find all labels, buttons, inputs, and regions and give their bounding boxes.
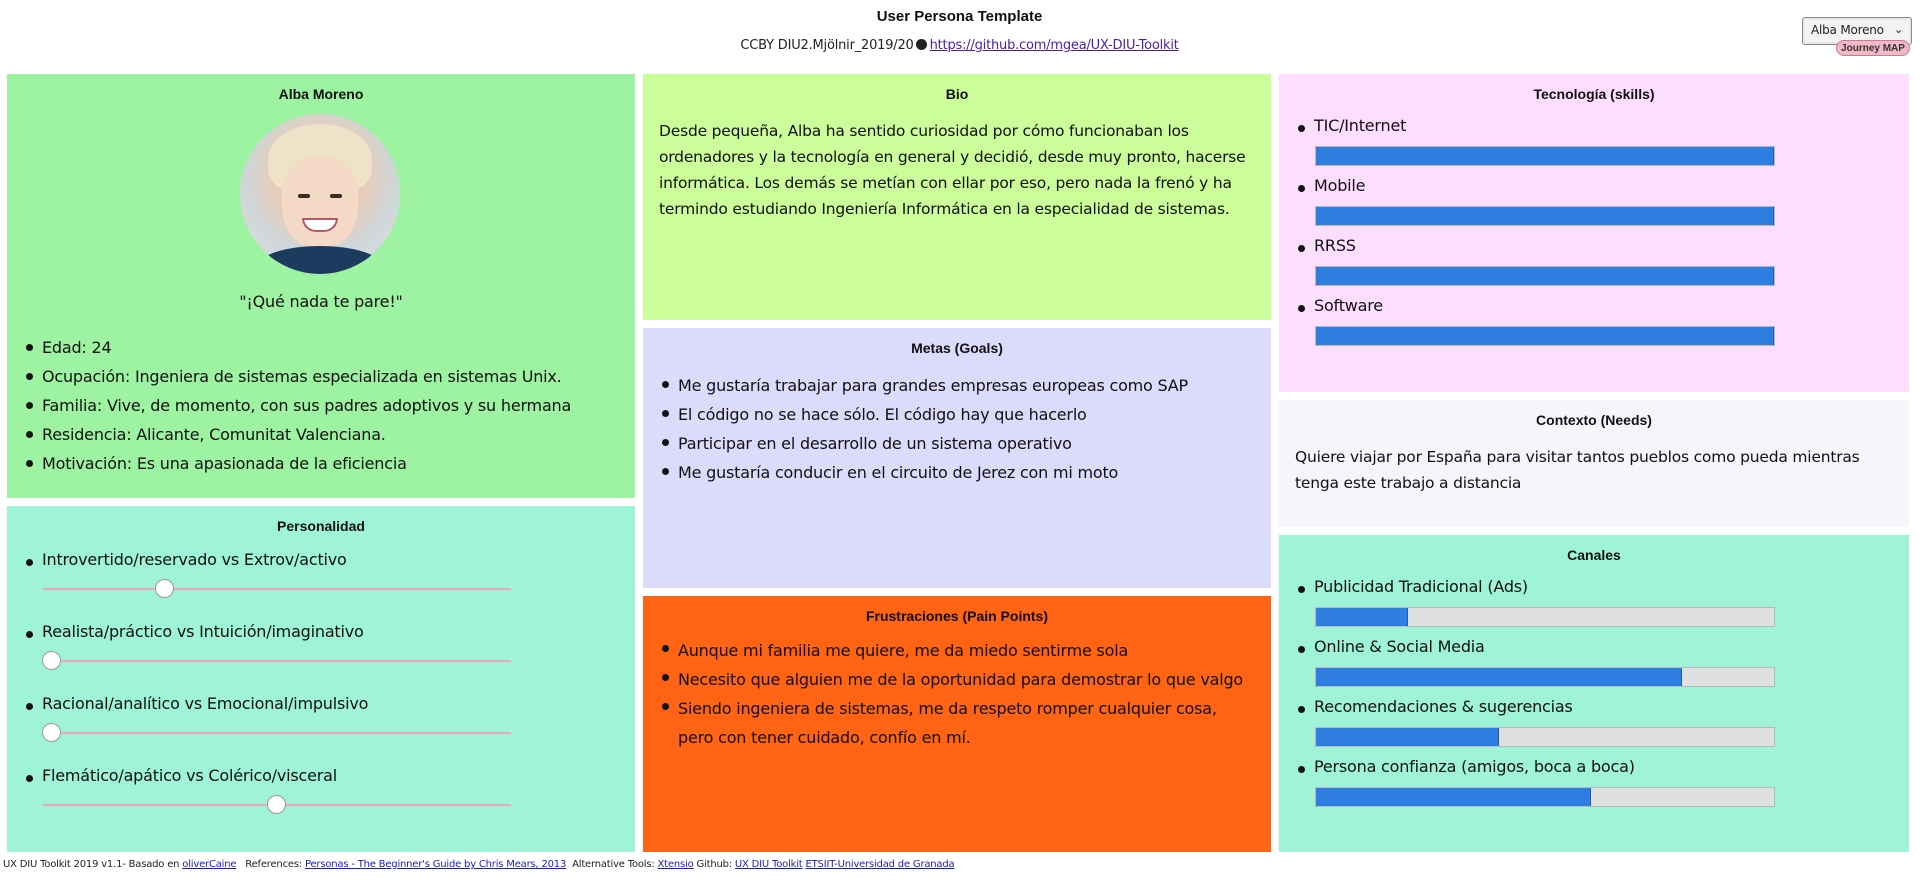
channel-bar-fill: [1316, 728, 1499, 746]
journey-map-button[interactable]: Journey MAP: [1836, 40, 1910, 56]
trait-slider[interactable]: [43, 804, 511, 806]
page-title: User Persona Template: [876, 8, 1043, 25]
personality-trait: [7, 550, 627, 569]
list-item: Me gustaría conducir en el circuito de Jerez con mi moto: [643, 459, 1263, 488]
channel-bar: [1315, 787, 1775, 807]
list-item: Residencia: Alicante, Comunitat Valenciana.: [7, 422, 627, 451]
footer-toolkit: UX DIU Toolkit 2019 v1.1- Basado en: [3, 859, 180, 870]
list-item: Participar en el desarrollo de un sistema operativo: [643, 430, 1263, 459]
footer-based-on-link[interactable]: oliverCaine: [182, 859, 237, 870]
channel-item: [1279, 637, 1899, 656]
trait-label: Flemático/apático vs Colérico/visceral: [7, 766, 627, 785]
channels-title: Canales: [1567, 547, 1621, 563]
needs-title: Contexto (Needs): [1536, 412, 1652, 428]
trait-slider[interactable]: [43, 588, 511, 590]
list-item: Ocupación: Ingeniera de sistemas especializada en sistemas Unix.: [7, 364, 627, 393]
channel-bar-fill: [1316, 668, 1682, 686]
skill-item: [1279, 176, 1899, 195]
slider-thumb[interactable]: [42, 651, 61, 670]
skill-bar-fill: [1316, 147, 1774, 165]
persona-select-value: Alba Moreno: [1811, 23, 1884, 37]
trait-slider[interactable]: [43, 660, 511, 662]
bio-text: Desde pequeña, Alba ha sentido curiosidad por cómo funcionaban los ordenadores y la tecnología en general y decidió, desde muy pronto, hacerse informática. Los demás se metían con ellar por eso, pero nada la frenó y ha termindo estudiando Ingeniería Informática en la especialidad de sistemas.: [659, 122, 1246, 218]
channel-bar: [1315, 667, 1775, 687]
profile-facts: [7, 335, 627, 480]
skill-bar-fill: [1316, 207, 1774, 225]
trait-label: Realista/práctico vs Intuición/imaginativo: [7, 622, 627, 641]
profile-card: [7, 74, 635, 498]
repo-link[interactable]: https://github.com/mgea/UX-DIU-Toolkit: [929, 38, 1179, 53]
needs-text: Quiere viajar por España para visitar tantos pueblos como pueda mientras tenga este trabajo a distancia: [1295, 448, 1860, 492]
skill-item: [1279, 296, 1899, 315]
channel-label: Persona confianza (amigos, boca a boca): [1279, 757, 1899, 776]
goals-list: [643, 372, 1263, 488]
skill-bar: [1315, 326, 1775, 346]
footer-references-link[interactable]: Personas - The Beginner's Guide by Chris Mears, 2013: [305, 859, 567, 870]
tech-title: Tecnología (skills): [1533, 86, 1655, 102]
channel-bar: [1315, 727, 1775, 747]
list-item: Me gustaría trabajar para grandes empresas europeas como SAP: [643, 372, 1263, 401]
list-item: Aunque mi familia me quiere, me da miedo sentirme sola: [643, 636, 1253, 665]
footer-alt-tools-link[interactable]: Xtensio: [657, 859, 694, 870]
bio-title: Bio: [945, 86, 969, 102]
personality-card: [7, 506, 635, 852]
channel-bar: [1315, 607, 1775, 627]
list-item: El código no se hace sólo. El código hay que hacerlo: [643, 401, 1263, 430]
header-credits: [0, 38, 1919, 53]
persona-quote: "¡Qué nada te pare!": [239, 292, 403, 311]
trait-label: Racional/analítico vs Emocional/impulsivo: [7, 694, 627, 713]
skill-item: [1279, 236, 1899, 255]
chevron-down-icon: ⌄: [1893, 23, 1903, 36]
frustrations-title: Frustraciones (Pain Points): [865, 608, 1049, 624]
slider-thumb[interactable]: [42, 723, 61, 742]
personality-trait: [7, 766, 627, 785]
footer-university-link[interactable]: ETSIIT-Universidad de Granada: [805, 859, 955, 870]
channel-item: [1279, 577, 1899, 596]
footer-github-label: Github:: [696, 859, 732, 870]
goals-title: Metas (Goals): [911, 340, 1003, 356]
skill-label: Software: [1279, 296, 1899, 315]
skill-bar: [1315, 146, 1775, 166]
needs-card: [1279, 400, 1909, 527]
trait-label: Introvertido/reservado vs Extrov/activo: [7, 550, 627, 569]
personality-trait: [7, 694, 627, 713]
credit-label: DIU2.Mjölnir_2019/20: [777, 38, 914, 53]
channel-bar-fill: [1316, 788, 1591, 806]
channel-bar-fill: [1316, 608, 1408, 626]
github-icon: [916, 39, 927, 50]
skill-label: TIC/Internet: [1279, 116, 1899, 135]
channels-card: [1279, 535, 1909, 852]
skill-bar-fill: [1316, 267, 1774, 285]
channel-label: Online & Social Media: [1279, 637, 1899, 656]
list-item: Necesito que alguien me de la oportunidad para demostrar lo que valgo: [643, 665, 1253, 694]
footer-references-label: References:: [245, 859, 303, 870]
channel-item: [1279, 757, 1899, 776]
list-item: Siendo ingeniera de sistemas, me da respeto romper cualquier cosa, pero con tener cuidado, confío en mí.: [643, 694, 1253, 752]
list-item: Familia: Vive, de momento, con sus padres adoptivos y su hermana: [7, 393, 627, 422]
footer-github-link[interactable]: UX DIU Toolkit: [734, 859, 803, 870]
list-item: Motivación: Es una apasionada de la eficiencia: [7, 451, 627, 480]
persona-name: Alba Moreno: [278, 86, 364, 102]
skill-bar-fill: [1316, 327, 1774, 345]
slider-thumb[interactable]: [267, 795, 286, 814]
skill-bar: [1315, 266, 1775, 286]
trait-slider[interactable]: [43, 732, 511, 734]
channel-label: Recomendaciones & sugerencias: [1279, 697, 1899, 716]
goals-card: [643, 328, 1271, 588]
list-item: Edad: 24: [7, 335, 627, 364]
footer: [3, 859, 954, 870]
license-label: CCBY: [740, 38, 774, 53]
frustrations-list: [643, 636, 1253, 752]
bio-card: [643, 74, 1271, 320]
skill-item: [1279, 116, 1899, 135]
skill-bar: [1315, 206, 1775, 226]
frustrations-card: [643, 596, 1271, 852]
avatar: [240, 114, 400, 274]
personality-trait: [7, 622, 627, 641]
channel-label: Publicidad Tradicional (Ads): [1279, 577, 1899, 596]
channel-item: [1279, 697, 1899, 716]
footer-alt-tools-label: Alternative Tools:: [572, 859, 655, 870]
skill-label: Mobile: [1279, 176, 1899, 195]
personality-title: Personalidad: [277, 518, 365, 534]
skill-label: RRSS: [1279, 236, 1899, 255]
slider-thumb[interactable]: [155, 579, 174, 598]
tech-skills-card: [1279, 74, 1909, 392]
